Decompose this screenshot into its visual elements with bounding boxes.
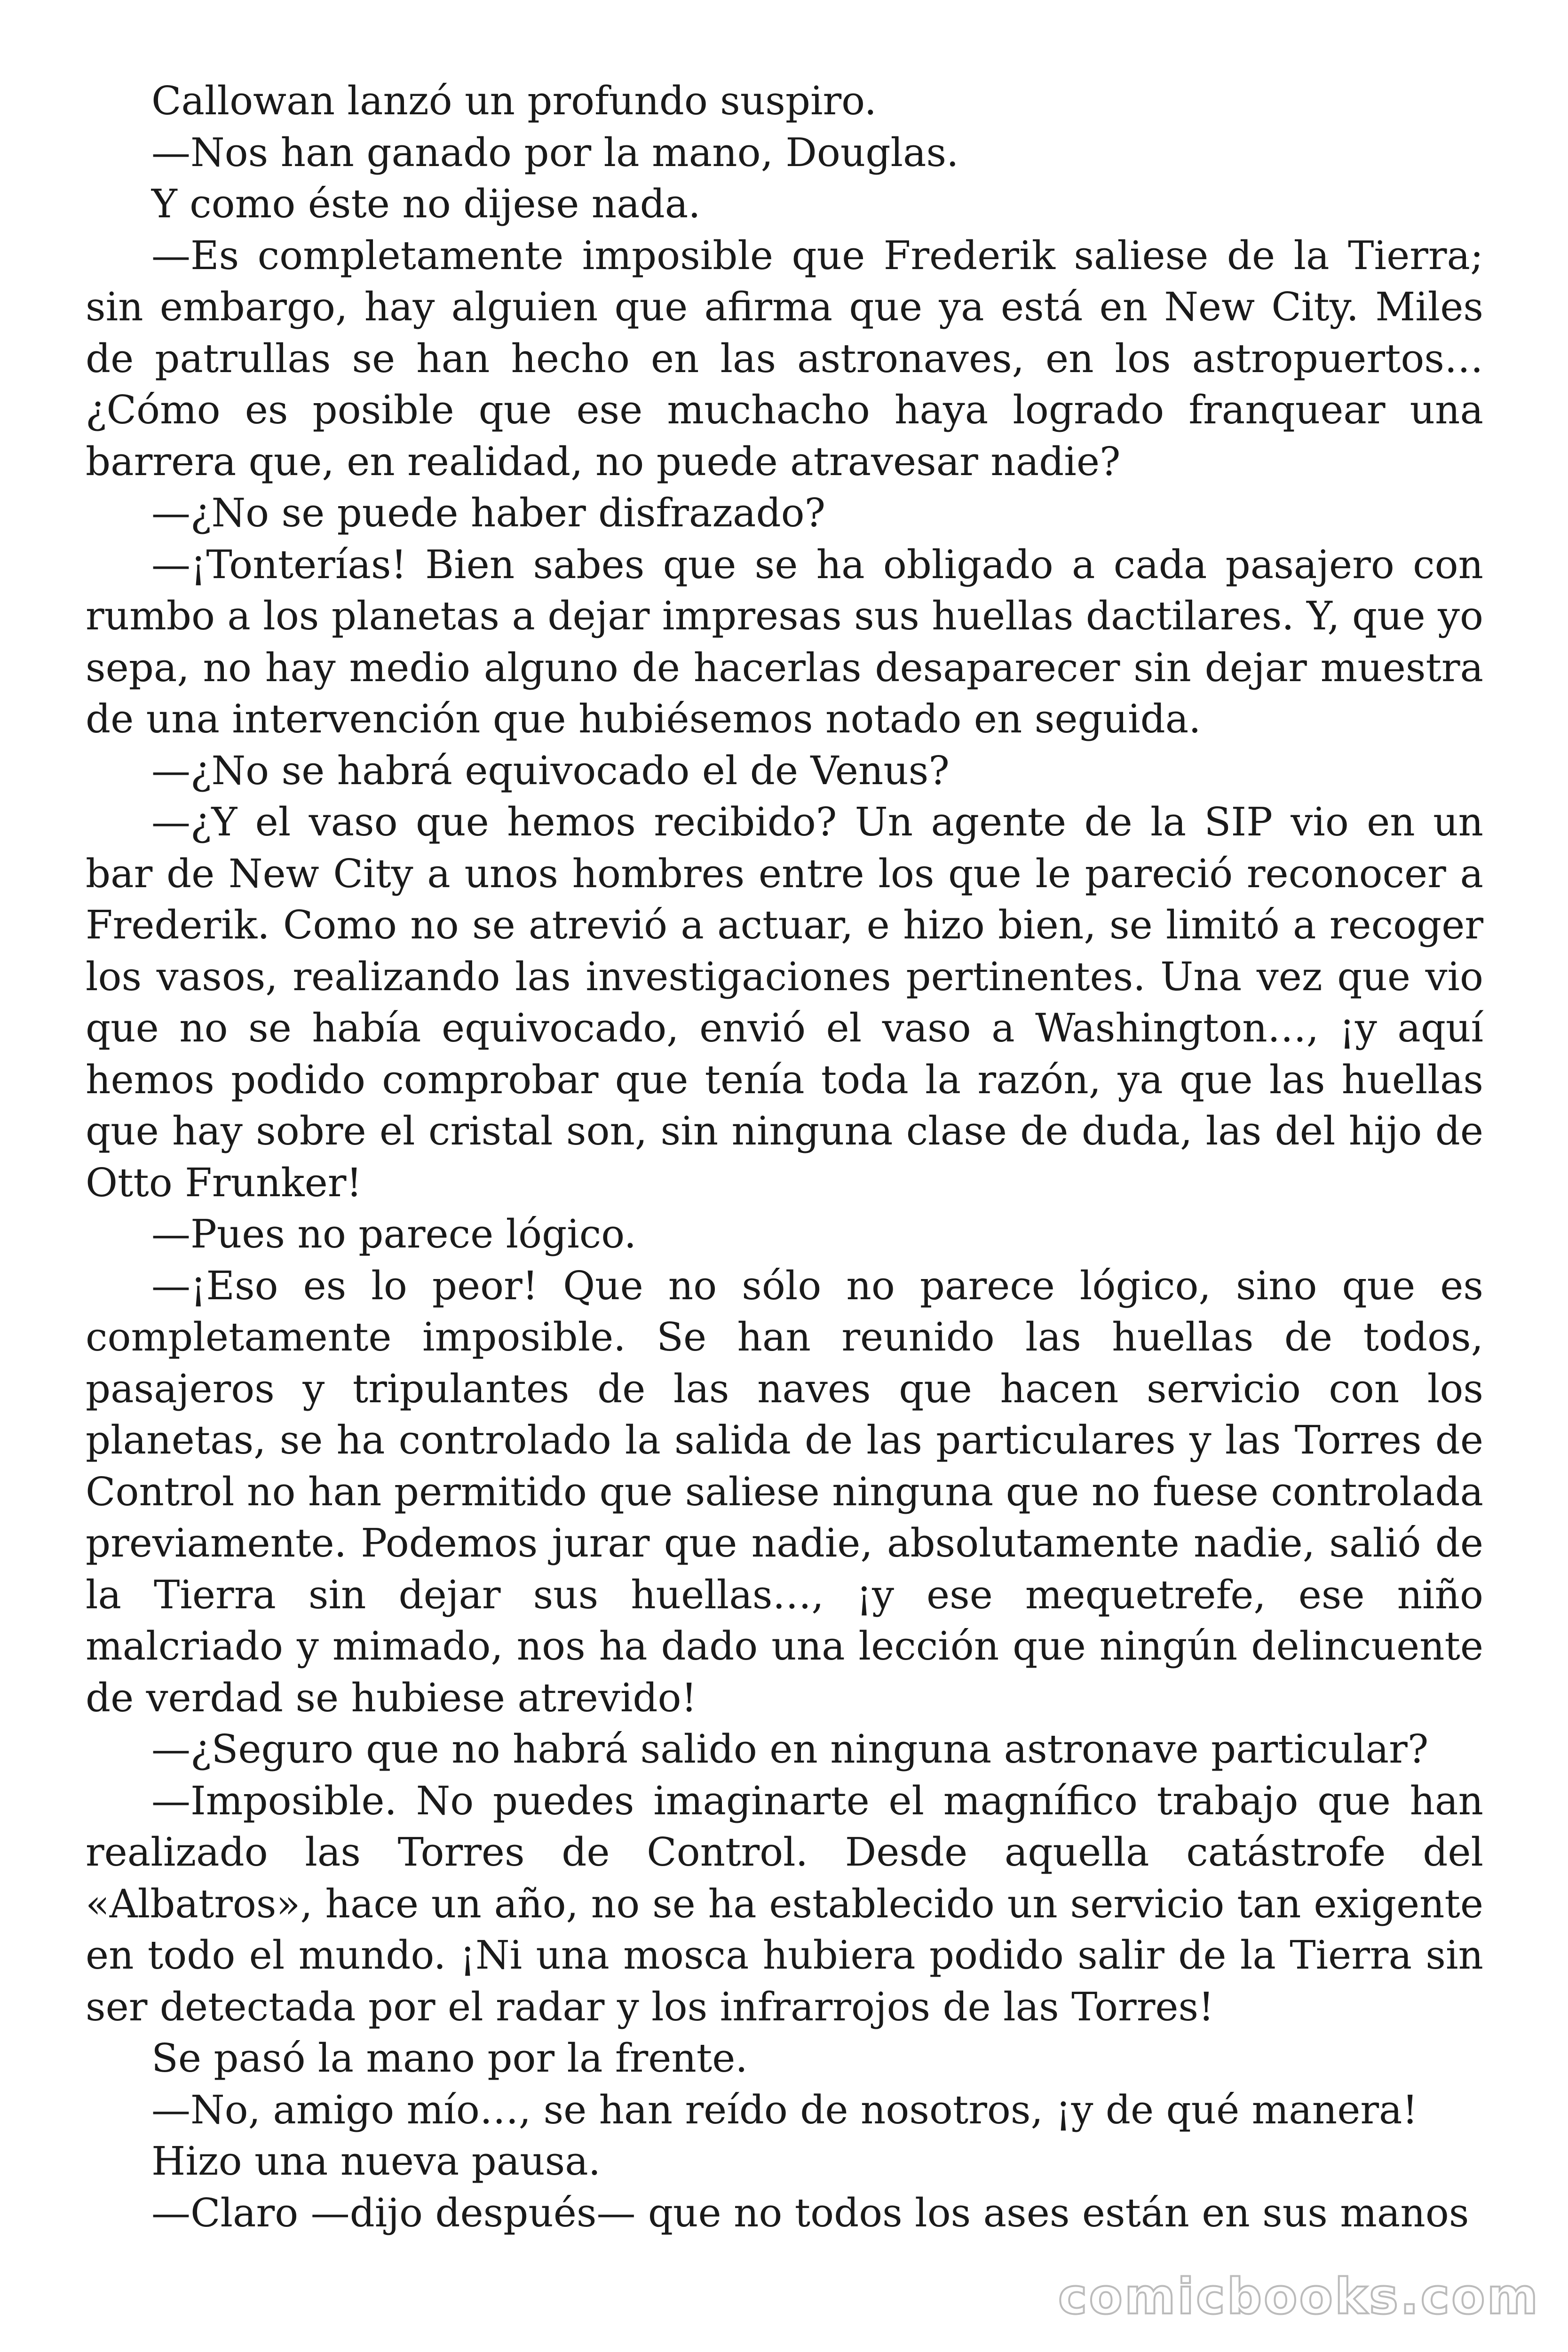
paragraph: —Imposible. No puedes imaginarte el magnífico trabajo que han realizado las Torres de Control. Desde aquella catástrofe del «Albatros», hace un año, no se ha establecido un servicio tan exigente en todo el mundo. ¡Ni una mosca hubiera podido salir de la Tierra sin ser detectada por el radar y los infrarrojos de las Torres! (86, 1778, 1483, 2030)
watermark-logo: comicbooks.com (1058, 2268, 1540, 2325)
paragraph: —¡Tonterías! Bien sabes que se ha obligado a cada pasajero con rumbo a los planetas a dejar impresas sus huellas dactilares. Y, que yo sepa, no hay medio alguno de hacerlas desaparecer sin dejar muestra de una intervención que hubiésemos notado en seguida. (86, 541, 1483, 742)
paragraph: —Pues no parece lógico. (151, 1211, 637, 1257)
paragraph: —¿No se habrá equivocado el de Venus? (151, 747, 950, 794)
paragraph: Callowan lanzó un profundo suspiro. (151, 78, 877, 124)
paragraph: —No, amigo mío…, se han reído de nosotros, ¡y de qué manera! (151, 2087, 1418, 2133)
paragraph: Y como éste no dijese nada. (151, 181, 701, 227)
paragraph: —Claro —dijo después— que no todos los ases están en sus manos (151, 2190, 1469, 2236)
paragraph: —Es completamente imposible que Frederik saliese de la Tierra; sin embargo, hay alguien que afirma que ya está en New City. Miles de patrullas se han hecho en las astronaves, en los astropuertos… ¿Cómo es posible que ese muchacho haya logrado franquear una barrera que, en realidad, no puede atravesar nadie? (86, 232, 1483, 485)
paragraph: —¿Seguro que no habrá salido en ninguna astronave particular? (151, 1726, 1429, 1772)
paragraph: —Nos han ganado por la mano, Douglas. (151, 129, 959, 175)
paragraph: Hizo una nueva pausa. (151, 2138, 601, 2184)
paragraph: —¿No se puede haber disfrazado? (151, 490, 826, 536)
page-text (86, 75, 1483, 2239)
paragraph: —¡Eso es lo peor! Que no sólo no parece lógico, sino que es completamente imposible. Se han reunido las huellas de todos, pasajeros y tripulantes de las naves que hacen servicio con los planetas, se ha controlado la salida de las particulares y las Torres de Control no han permitido que saliese ninguna que no fuese controlada previamente. Podemos jurar que nadie, absolutamente nadie, salió de la Tierra sin dejar sus huellas…, ¡y ese mequetrefe, ese niño malcriado y mimado, nos ha dado una lección que ningún delincuente de verdad se hubiese atrevido! (86, 1263, 1483, 1721)
paragraph: —¿Y el vaso que hemos recibido? Un agente de la SIP vio en un bar de New City a unos hombres entre los que le pareció reconocer a Frederik. Como no se atrevió a actuar, e hizo bien, se limitó a recoger los vasos, realizando las investigaciones pertinentes. Una vez que vio que no se había equivocado, envió el vaso a Washington…, ¡y aquí hemos podido comprobar que tenía toda la razón, ya que las huellas que hay sobre el cristal son, sin ninguna clase de duda, las del hijo de Otto Frunker! (86, 799, 1483, 1206)
paragraph: Se pasó la mano por la frente. (151, 2035, 748, 2081)
